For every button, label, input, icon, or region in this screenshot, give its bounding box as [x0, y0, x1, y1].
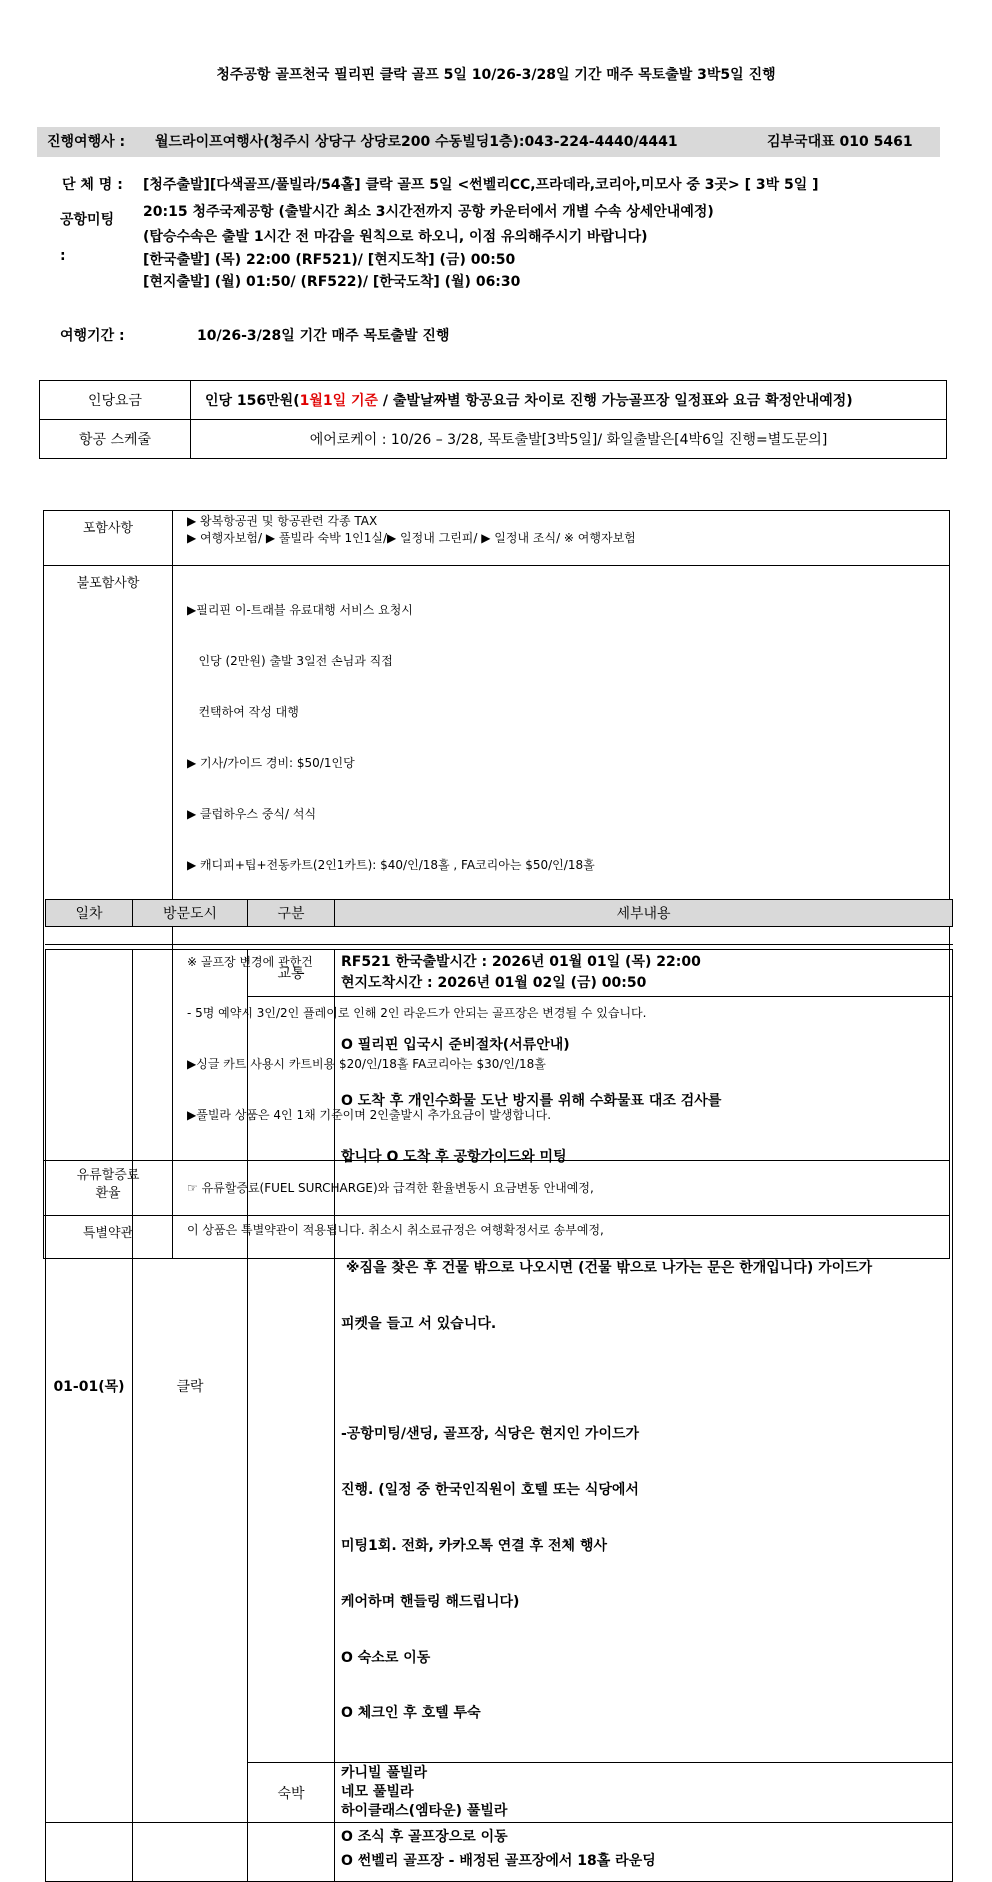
divider: [45, 944, 953, 945]
list-item: 카니빌 풀빌라: [341, 1765, 428, 1782]
day-cell: [46, 1823, 133, 1882]
list-item: RF521 한국출발시간 : 2026년 01월 01일 (목) 22:00: [341, 954, 701, 970]
price-table: [39, 380, 947, 459]
page-title: 청주공항 골프천국 필리핀 클락 골프 5일 10/26-3/28일 기간 매주 목토출발 3박5일 진행: [216, 67, 776, 83]
list-item: O 도착 후 개인수화물 도난 방지를 위해 수화물표 대조 검사를: [341, 1092, 722, 1109]
list-item: 네모 풀빌라: [341, 1784, 414, 1801]
table-row: [40, 381, 947, 420]
list-item: ▶ 왕복항공권 및 항공관련 각종 TAX: [187, 514, 378, 528]
header-detail: 세부내용: [335, 900, 953, 927]
list-item: O 숙소로 이동: [341, 1649, 431, 1666]
list-item: -공항미팅/샌딩, 골프장, 식당은 현지인 가이드가: [341, 1426, 640, 1443]
list-item: [341, 1204, 946, 1222]
list-item: [341, 1370, 946, 1388]
list-item: ▶ 여행자보험/ ▶ 풀빌라 숙박 1인1실/▶ 일정내 그린피/ ▶ 일정내 조식/ ※ 여행자보험: [187, 531, 636, 545]
included-label: 포함사항: [44, 511, 173, 566]
fuel-label: 유류할증료 환율: [44, 1161, 173, 1216]
detail-type-cell: [248, 997, 335, 1763]
fuel-text: ☞ 유류할증료(FUEL SURCHARGE)와 급격한 환율변동시 요금변동 안내예정,: [173, 1161, 950, 1216]
city-cell: [133, 1823, 248, 1882]
day-cell: 01-01(목): [46, 950, 133, 1823]
list-item: 하이클래스(엠타운) 풀빌라: [341, 1803, 508, 1820]
meeting-line: [한국출발] (목) 22:00 (RF521)/ [현지도착] (금) 00:50: [143, 252, 516, 268]
special-text: 이 상품은 특별약관이 적용됩니다. 취소시 취소료규정은 여행확정서로 송부예정,: [173, 1216, 950, 1259]
excluded-label: 불포함사항: [44, 566, 173, 1161]
flight-value: 에어로케이 : 10/26 – 3/28, 목토출발[3박5일]/ 화일출발은[4박6일 진행=별도문의]: [191, 420, 947, 459]
list-item: ▶ 기사/가이드 경비: $50/1인당: [187, 756, 355, 770]
list-item: O 조식 후 골프장으로 이동: [341, 1829, 508, 1846]
meeting-line: (탑승수속은 출발 1시간 전 마감을 원칙으로 하오니, 이점 유의해주시기 바랍니다): [143, 229, 648, 245]
list-item: 진행. (일정 중 한국인직원이 호텔 또는 식당에서: [341, 1482, 639, 1499]
meeting-line: [현지출발] (월) 01:50/ (RF522)/ [한국도착] (월) 06:30: [143, 274, 521, 290]
schedule-table: [45, 949, 953, 1882]
table-row: [44, 511, 950, 566]
period-text: 10/26-3/28일 기간 매주 목토출발 진행: [197, 328, 450, 344]
list-item: 컨택하여 작성 대행: [187, 705, 299, 719]
header-city: 방문도시: [133, 900, 248, 927]
list-item: 현지도착시간 : 2026년 01월 02일 (금) 00:50: [341, 975, 647, 991]
meeting-line: 20:15 청주국제공항 (출발시간 최소 3시간전까지 공항 카운터에서 개별 수속 상세안내예정): [143, 204, 714, 220]
list-item: ▶싱글 카트 사용시 카트비용 $20/인/18홀 FA코리아는 $30/인/18홀: [187, 1057, 546, 1071]
group-label: 단 체 명 :: [62, 177, 123, 193]
list-item: 미팅1회. 전화, 카카오톡 연결 후 전체 행사: [341, 1538, 608, 1555]
arrival-detail: [335, 997, 953, 1763]
detail-type-cell: [248, 1823, 335, 1882]
table-row: [46, 950, 953, 997]
transport-label: 교통: [248, 950, 335, 997]
list-item: O 썬벨리 골프장 - 배정된 골프장에서 18홀 라운딩: [341, 1853, 656, 1870]
flight-label: 항공 스케줄: [40, 420, 191, 459]
city-cell: 클락: [133, 950, 248, 1823]
agency-rep: 김부국대표 010 5461: [767, 134, 913, 150]
table-row: [46, 1823, 953, 1882]
agency-info: 월드라이프여행사(청주시 상당구 상당로200 수동빌딩1층):043-224-4440/4441: [155, 134, 678, 150]
header-day: 일차: [46, 900, 133, 927]
table-row: [40, 420, 947, 459]
header-type: 구분: [248, 900, 335, 927]
period-label: 여행기간 :: [60, 328, 125, 344]
included-list: [173, 511, 950, 566]
group-name: [청주출발][다색골프/풀빌라/54홀] 클락 골프 5일 <썬벨리CC,프라데라,코리아,미모사 중 3곳> [ 3박 5일 ]: [143, 177, 819, 193]
list-item: 피켓을 들고 서 있습니다.: [341, 1315, 497, 1332]
list-item: ※짐을 찾은 후 건물 밖으로 나오시면 (건물 밖으로 나가는 문은 한개입니다) 가이드가: [341, 1259, 873, 1276]
list-item: 합니다 O 도착 후 공항가이드와 미팅: [341, 1148, 567, 1165]
special-label: 특별약관: [44, 1216, 173, 1259]
list-item: ▶풀빌라 상품은 4인 1채 기준이며 2인출발시 추가요금이 발생합니다.: [187, 1108, 552, 1122]
schedule-header: [45, 899, 953, 927]
meeting-colon: :: [60, 248, 66, 264]
list-item: 케어하며 핸들링 해드립니다): [341, 1593, 520, 1610]
list-item: O 체크인 후 호텔 투숙: [341, 1705, 481, 1722]
agency-bar: [37, 127, 940, 157]
stay-detail: [335, 1763, 953, 1823]
meeting-label: 공항미팅: [60, 212, 115, 228]
price-label: 인당요금: [40, 381, 191, 420]
stay-label: 숙박: [248, 1763, 335, 1823]
price-basis-date: 1월1일 기준: [299, 393, 379, 409]
list-item: ▶ 클럽하우스 중식/ 석식: [187, 807, 317, 821]
table-row: [46, 900, 953, 927]
list-item: O 필리핀 입국시 준비절차(서류안내): [341, 1037, 570, 1054]
agency-label: 진행여행사 :: [47, 134, 126, 150]
transport-detail: [335, 950, 953, 997]
price-value: [191, 381, 947, 420]
list-item: ▶필리핀 이-트래블 유료대행 서비스 요청시: [187, 603, 413, 617]
price-note: / 출발날짜별 항공요금 차이로 진행 가능골프장 일정표와 요금 확정안내예정): [378, 393, 853, 409]
price-text: 인당 156만원(: [205, 393, 300, 409]
list-item: ▶ 캐디피+팁+전동카트(2인1카트): $40/인/18홀 , FA코리아는 $50/인/18홀: [187, 858, 595, 872]
list-item: ※ 골프장 변경에 관한건: [187, 955, 313, 969]
list-item: 인당 (2만원) 출발 3일전 손님과 직접: [187, 654, 393, 668]
list-item: - 5명 예약시 3인/2인 플레이로 인해 2인 라운드가 안되는 골프장은 변경될 수 있습니다.: [187, 1006, 647, 1020]
day2-detail: [335, 1823, 953, 1882]
